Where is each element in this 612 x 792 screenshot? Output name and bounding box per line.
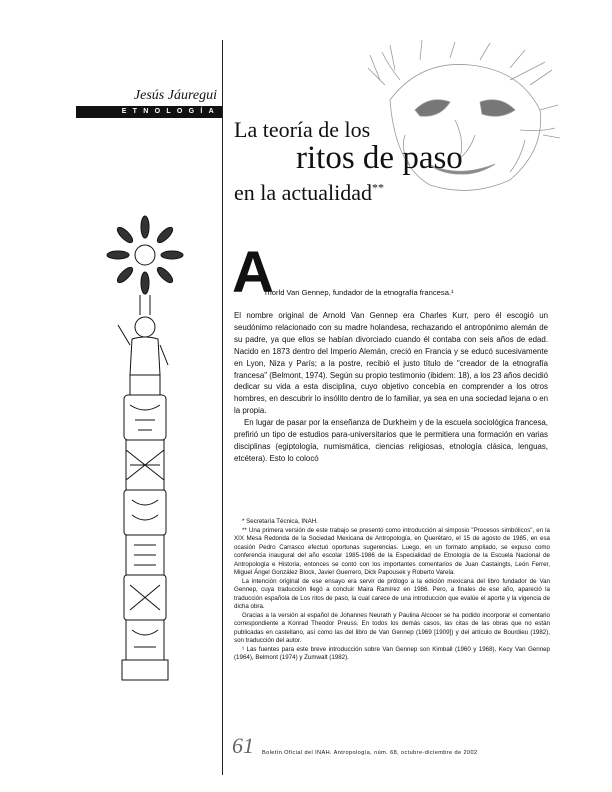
title-line-2: ritos de paso <box>296 140 463 176</box>
author-name: Jesús Jáuregui <box>133 88 217 103</box>
body-text <box>234 310 548 465</box>
title-line-1: La teoría de los <box>234 117 371 142</box>
footnote-2: ** Una primera versión de este trabajo se presentó como introducción al simposio "Procesos simbólicos", en la XIX Mesa Redonda de la Sociedad Mexicana de Antropología, en Querétaro, el 15 de agosto de 1985, en esa ocasión Pedro Carrasco efectuó oportunas sugerencias. Luego, en un formato ampliado, se expuso como conferencia inaugural del año escolar 1985-1986 de la Especialidad de Etnología de la Escuela Nacional de Antropología e Historia, entonces se contó con los importantes comentarios de Juan Castaingts, León Ferrer, Miguel Ángel González Block, Javier Guerrero, Dick Papousek y Roberto Varela. <box>234 526 550 576</box>
footnote-5: ¹ Las fuentes para este breve introducción sobre Van Gennep son Kimball (1960 y 1968), Kecy Van Gennep (1964), Belmont (1974) y Zumwalt (1982). <box>234 645 550 661</box>
drop-cap: A <box>232 240 274 305</box>
page-number: 61 <box>232 733 254 758</box>
epigraph-line: rnorld Van Gennep, fundador de la etnografía francesa.¹ <box>265 288 454 297</box>
footnotes <box>234 518 550 663</box>
title-footnote-mark: ** <box>372 180 385 195</box>
body-paragraph-2: En lugar de pasar por la enseñanza de Durkheim y de la escuela sociológica francesa, prefirió un tipo de estudios para-universitarios que le permitiera una formación en varias disciplinas (egiptología, numismática, ciencias religiosas, etnología clásica, lenguas, etcétera). Esto lo colocó <box>234 418 548 463</box>
title-line-3-text: en la actualidad <box>234 180 373 205</box>
journal-citation: Boletín Oficial del INAH. Antropología, núm. 68, octubre-diciembre de 2002 <box>262 750 478 756</box>
title-line-3 <box>234 180 384 206</box>
totem-illustration <box>90 215 200 685</box>
body-paragraph-1: El nombre original de Arnold Van Gennep era Charles Kurr, pero él escogió un seudónimo relacionado con su madre holandesa, rechazando el antropónimo alemán de su padre, ya que ellos se habían divorciado cuando él contaba con seis años de edad. Nacido en 1873 dentro del Imperio Alemán, creció en Francia y se educó sucesivamente en Lyon, Niza y París; a la postre, recibió el justo título de "creador de la etnografía francesa" (Belmont, 1974). Según su propio testimonio (ibidem: 18), a los 23 años decidió dedicar su vida a esta disciplina, cuyo objetivo concebía en comprender a los otros hombres, en descubrir lo insólito dentro de lo familiar, ya sea en una sociedad lejana o en la propia. <box>234 311 548 416</box>
footnote-3: La intención original de ese ensayo era servir de prólogo a la edición mexicana del libro fundador de Van Gennep, cuya traducción llegó a concluir Maira Ramírez en 1986. Pero, a finales de ese año, apareció la traducción española de Los ritos de paso, la cual carece de una introducción que evalúe el aporte y la vigencia de dicha obra. <box>234 577 550 610</box>
footnote-4: Gracias a la versión al español de Johannes Neurath y Paulina Alcocer se ha podido incorporar el comentario correspondiente a Konrad Theodor Preuss. En todos los demás casos, las citas de las obras que no están publicadas en castellano, así como las del libro de Van Gennep (1969 [1909]) y del artículo de Bourdieu (1982), son traducción del autor. <box>234 611 550 644</box>
divider-line <box>222 40 223 775</box>
section-label: ETNOLOGÍA <box>76 106 222 118</box>
footnote-1: * Secretaría Técnica, INAH. <box>242 518 318 525</box>
